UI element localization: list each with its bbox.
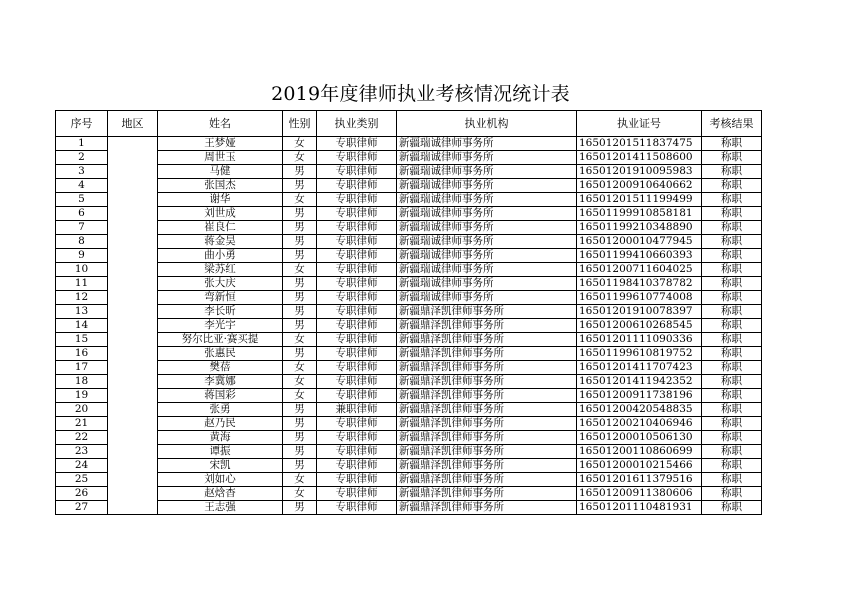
- cell-category: 专职律师: [317, 277, 397, 291]
- cell-result: 称职: [702, 179, 762, 193]
- col-header-firm: 执业机构: [397, 111, 577, 137]
- cell-result: 称职: [702, 137, 762, 151]
- cell-seq: 10: [56, 263, 108, 277]
- cell-seq: 3: [56, 165, 108, 179]
- cell-license: 16501199610774008: [577, 291, 702, 305]
- cell-result: 称职: [702, 375, 762, 389]
- table-row: [56, 445, 762, 459]
- cell-category: 专职律师: [317, 151, 397, 165]
- table-row: [56, 459, 762, 473]
- cell-seq: 9: [56, 249, 108, 263]
- cell-seq: 4: [56, 179, 108, 193]
- cell-name: 蒋金昊: [158, 235, 283, 249]
- cell-result: 称职: [702, 235, 762, 249]
- cell-name: 李光宇: [158, 319, 283, 333]
- cell-region: [108, 137, 158, 515]
- cell-firm: 新疆鼎泽凯律师事务所: [397, 375, 577, 389]
- cell-seq: 14: [56, 319, 108, 333]
- cell-name: 刘如心: [158, 473, 283, 487]
- cell-seq: 18: [56, 375, 108, 389]
- col-header-category: 执业类别: [317, 111, 397, 137]
- table-row: [56, 361, 762, 375]
- cell-firm: 新疆瑞诚律师事务所: [397, 291, 577, 305]
- cell-seq: 16: [56, 347, 108, 361]
- table-row: [56, 389, 762, 403]
- table-row: [56, 487, 762, 501]
- cell-seq: 24: [56, 459, 108, 473]
- cell-name: 弯新恒: [158, 291, 283, 305]
- cell-category: 专职律师: [317, 179, 397, 193]
- cell-firm: 新疆瑞诚律师事务所: [397, 151, 577, 165]
- cell-license: 16501198410378782: [577, 277, 702, 291]
- cell-seq: 7: [56, 221, 108, 235]
- cell-gender: 男: [283, 249, 317, 263]
- cell-license: 16501200110860699: [577, 445, 702, 459]
- cell-seq: 5: [56, 193, 108, 207]
- table-row: [56, 179, 762, 193]
- cell-license: 16501201910078397: [577, 305, 702, 319]
- table-body: [56, 137, 762, 515]
- cell-gender: 男: [283, 501, 317, 515]
- cell-category: 兼职律师: [317, 403, 397, 417]
- cell-license: 16501201110481931: [577, 501, 702, 515]
- cell-seq: 8: [56, 235, 108, 249]
- cell-category: 专职律师: [317, 459, 397, 473]
- cell-gender: 男: [283, 179, 317, 193]
- cell-license: 16501200711604025: [577, 263, 702, 277]
- cell-result: 称职: [702, 361, 762, 375]
- cell-firm: 新疆鼎泽凯律师事务所: [397, 403, 577, 417]
- cell-name: 樊蓓: [158, 361, 283, 375]
- cell-result: 称职: [702, 445, 762, 459]
- cell-firm: 新疆瑞诚律师事务所: [397, 249, 577, 263]
- cell-firm: 新疆瑞诚律师事务所: [397, 221, 577, 235]
- cell-result: 称职: [702, 263, 762, 277]
- cell-name: 崔良仁: [158, 221, 283, 235]
- cell-seq: 6: [56, 207, 108, 221]
- cell-name: 刘世成: [158, 207, 283, 221]
- cell-name: 周世玉: [158, 151, 283, 165]
- table-row: [56, 291, 762, 305]
- cell-name: 蒋国彩: [158, 389, 283, 403]
- col-header-license: 执业证号: [577, 111, 702, 137]
- cell-license: 16501201611379516: [577, 473, 702, 487]
- cell-category: 专职律师: [317, 165, 397, 179]
- cell-license: 16501199210348890: [577, 221, 702, 235]
- cell-result: 称职: [702, 487, 762, 501]
- col-header-result: 考核结果: [702, 111, 762, 137]
- cell-license: 16501200911738196: [577, 389, 702, 403]
- cell-seq: 2: [56, 151, 108, 165]
- cell-category: 专职律师: [317, 235, 397, 249]
- cell-license: 16501201511199499: [577, 193, 702, 207]
- cell-seq: 12: [56, 291, 108, 305]
- cell-license: 16501201111090336: [577, 333, 702, 347]
- cell-license: 16501200010215466: [577, 459, 702, 473]
- cell-seq: 1: [56, 137, 108, 151]
- cell-result: 称职: [702, 291, 762, 305]
- table-row: [56, 151, 762, 165]
- cell-firm: 新疆瑞诚律师事务所: [397, 165, 577, 179]
- cell-name: 张惠民: [158, 347, 283, 361]
- cell-name: 黄海: [158, 431, 283, 445]
- cell-name: 谭振: [158, 445, 283, 459]
- cell-result: 称职: [702, 305, 762, 319]
- cell-seq: 22: [56, 431, 108, 445]
- cell-result: 称职: [702, 417, 762, 431]
- cell-license: 16501199410660393: [577, 249, 702, 263]
- cell-seq: 15: [56, 333, 108, 347]
- cell-category: 专职律师: [317, 305, 397, 319]
- cell-seq: 27: [56, 501, 108, 515]
- cell-firm: 新疆瑞诚律师事务所: [397, 207, 577, 221]
- cell-result: 称职: [702, 473, 762, 487]
- cell-name: 努尔比亚·赛买提: [158, 333, 283, 347]
- cell-gender: 女: [283, 375, 317, 389]
- cell-result: 称职: [702, 193, 762, 207]
- cell-firm: 新疆鼎泽凯律师事务所: [397, 347, 577, 361]
- cell-result: 称职: [702, 165, 762, 179]
- table-row: [56, 375, 762, 389]
- table-row: [56, 165, 762, 179]
- cell-result: 称职: [702, 221, 762, 235]
- cell-gender: 男: [283, 207, 317, 221]
- cell-gender: 女: [283, 473, 317, 487]
- cell-category: 专职律师: [317, 445, 397, 459]
- cell-license: 16501199910858181: [577, 207, 702, 221]
- cell-gender: 男: [283, 445, 317, 459]
- cell-category: 专职律师: [317, 487, 397, 501]
- cell-name: 梁苏红: [158, 263, 283, 277]
- header-row: [56, 111, 762, 137]
- cell-category: 专职律师: [317, 501, 397, 515]
- table-row: [56, 263, 762, 277]
- cell-license: 16501201411707423: [577, 361, 702, 375]
- table-row: [56, 319, 762, 333]
- cell-seq: 17: [56, 361, 108, 375]
- cell-gender: 男: [283, 305, 317, 319]
- cell-result: 称职: [702, 501, 762, 515]
- cell-category: 专职律师: [317, 207, 397, 221]
- cell-firm: 新疆瑞诚律师事务所: [397, 137, 577, 151]
- cell-seq: 26: [56, 487, 108, 501]
- cell-name: 张国杰: [158, 179, 283, 193]
- cell-category: 专职律师: [317, 319, 397, 333]
- cell-seq: 20: [56, 403, 108, 417]
- cell-gender: 女: [283, 193, 317, 207]
- table-row: [56, 207, 762, 221]
- cell-firm: 新疆鼎泽凯律师事务所: [397, 417, 577, 431]
- cell-gender: 男: [283, 235, 317, 249]
- cell-category: 专职律师: [317, 361, 397, 375]
- cell-category: 专职律师: [317, 137, 397, 151]
- cell-gender: 男: [283, 403, 317, 417]
- cell-name: 李冀娜: [158, 375, 283, 389]
- cell-license: 16501200210406946: [577, 417, 702, 431]
- table-row: [56, 403, 762, 417]
- col-header-gender: 性别: [283, 111, 317, 137]
- cell-firm: 新疆瑞诚律师事务所: [397, 235, 577, 249]
- cell-category: 专职律师: [317, 347, 397, 361]
- table-row: [56, 249, 762, 263]
- table-row: [56, 473, 762, 487]
- cell-category: 专职律师: [317, 263, 397, 277]
- cell-name: 李长昕: [158, 305, 283, 319]
- cell-category: 专职律师: [317, 333, 397, 347]
- cell-license: 16501201511837475: [577, 137, 702, 151]
- cell-result: 称职: [702, 459, 762, 473]
- table-row: [56, 305, 762, 319]
- cell-category: 专职律师: [317, 417, 397, 431]
- cell-result: 称职: [702, 389, 762, 403]
- cell-name: 赵乃民: [158, 417, 283, 431]
- cell-result: 称职: [702, 277, 762, 291]
- lawyer-assessment-table: [55, 110, 762, 515]
- cell-category: 专职律师: [317, 221, 397, 235]
- cell-gender: 男: [283, 165, 317, 179]
- table-title: 2019年度律师执业考核情况统计表: [271, 83, 570, 105]
- cell-firm: 新疆鼎泽凯律师事务所: [397, 431, 577, 445]
- cell-seq: 21: [56, 417, 108, 431]
- cell-firm: 新疆鼎泽凯律师事务所: [397, 459, 577, 473]
- cell-name: 曲小勇: [158, 249, 283, 263]
- cell-result: 称职: [702, 333, 762, 347]
- cell-license: 16501200610268545: [577, 319, 702, 333]
- cell-license: 16501199610819752: [577, 347, 702, 361]
- cell-license: 16501200010477945: [577, 235, 702, 249]
- cell-result: 称职: [702, 431, 762, 445]
- cell-name: 王梦娅: [158, 137, 283, 151]
- cell-category: 专职律师: [317, 473, 397, 487]
- cell-gender: 女: [283, 333, 317, 347]
- table-row: [56, 193, 762, 207]
- cell-firm: 新疆鼎泽凯律师事务所: [397, 445, 577, 459]
- cell-firm: 新疆鼎泽凯律师事务所: [397, 473, 577, 487]
- table-row: [56, 431, 762, 445]
- col-header-seq: 序号: [56, 111, 108, 137]
- cell-seq: 13: [56, 305, 108, 319]
- table-row: [56, 235, 762, 249]
- cell-category: 专职律师: [317, 291, 397, 305]
- cell-result: 称职: [702, 403, 762, 417]
- table-row: [56, 333, 762, 347]
- cell-firm: 新疆瑞诚律师事务所: [397, 277, 577, 291]
- cell-name: 张勇: [158, 403, 283, 417]
- cell-name: 王志强: [158, 501, 283, 515]
- cell-gender: 女: [283, 263, 317, 277]
- cell-gender: 女: [283, 487, 317, 501]
- cell-firm: 新疆鼎泽凯律师事务所: [397, 389, 577, 403]
- cell-gender: 男: [283, 221, 317, 235]
- cell-result: 称职: [702, 207, 762, 221]
- cell-gender: 男: [283, 459, 317, 473]
- cell-seq: 25: [56, 473, 108, 487]
- cell-license: 16501201411508600: [577, 151, 702, 165]
- cell-firm: 新疆鼎泽凯律师事务所: [397, 501, 577, 515]
- cell-result: 称职: [702, 347, 762, 361]
- table-row: [56, 277, 762, 291]
- cell-seq: 11: [56, 277, 108, 291]
- cell-seq: 23: [56, 445, 108, 459]
- cell-firm: 新疆瑞诚律师事务所: [397, 193, 577, 207]
- cell-gender: 女: [283, 389, 317, 403]
- cell-firm: 新疆鼎泽凯律师事务所: [397, 487, 577, 501]
- cell-result: 称职: [702, 249, 762, 263]
- cell-license: 16501201411942352: [577, 375, 702, 389]
- table-row: [56, 137, 762, 151]
- cell-name: 张大庆: [158, 277, 283, 291]
- cell-firm: 新疆鼎泽凯律师事务所: [397, 319, 577, 333]
- col-header-region: 地区: [108, 111, 158, 137]
- cell-category: 专职律师: [317, 375, 397, 389]
- cell-license: 16501200911380606: [577, 487, 702, 501]
- cell-firm: 新疆鼎泽凯律师事务所: [397, 361, 577, 375]
- cell-gender: 男: [283, 347, 317, 361]
- cell-gender: 女: [283, 151, 317, 165]
- cell-firm: 新疆瑞诚律师事务所: [397, 179, 577, 193]
- cell-gender: 男: [283, 431, 317, 445]
- cell-result: 称职: [702, 319, 762, 333]
- cell-seq: 19: [56, 389, 108, 403]
- cell-result: 称职: [702, 151, 762, 165]
- cell-gender: 男: [283, 417, 317, 431]
- table-row: [56, 347, 762, 361]
- cell-gender: 男: [283, 319, 317, 333]
- table-row: [56, 501, 762, 515]
- cell-firm: 新疆鼎泽凯律师事务所: [397, 305, 577, 319]
- cell-gender: 女: [283, 137, 317, 151]
- table-row: [56, 221, 762, 235]
- cell-gender: 女: [283, 361, 317, 375]
- cell-license: 16501200910640662: [577, 179, 702, 193]
- cell-name: 赵焓杳: [158, 487, 283, 501]
- cell-category: 专职律师: [317, 193, 397, 207]
- cell-name: 马健: [158, 165, 283, 179]
- cell-license: 16501200010506130: [577, 431, 702, 445]
- cell-gender: 男: [283, 291, 317, 305]
- table-row: [56, 417, 762, 431]
- cell-category: 专职律师: [317, 389, 397, 403]
- cell-name: 谢华: [158, 193, 283, 207]
- col-header-name: 姓名: [158, 111, 283, 137]
- cell-category: 专职律师: [317, 431, 397, 445]
- cell-firm: 新疆瑞诚律师事务所: [397, 263, 577, 277]
- cell-gender: 男: [283, 277, 317, 291]
- cell-name: 宋凯: [158, 459, 283, 473]
- cell-license: 16501200420548835: [577, 403, 702, 417]
- cell-firm: 新疆鼎泽凯律师事务所: [397, 333, 577, 347]
- cell-license: 16501201910095983: [577, 165, 702, 179]
- cell-category: 专职律师: [317, 249, 397, 263]
